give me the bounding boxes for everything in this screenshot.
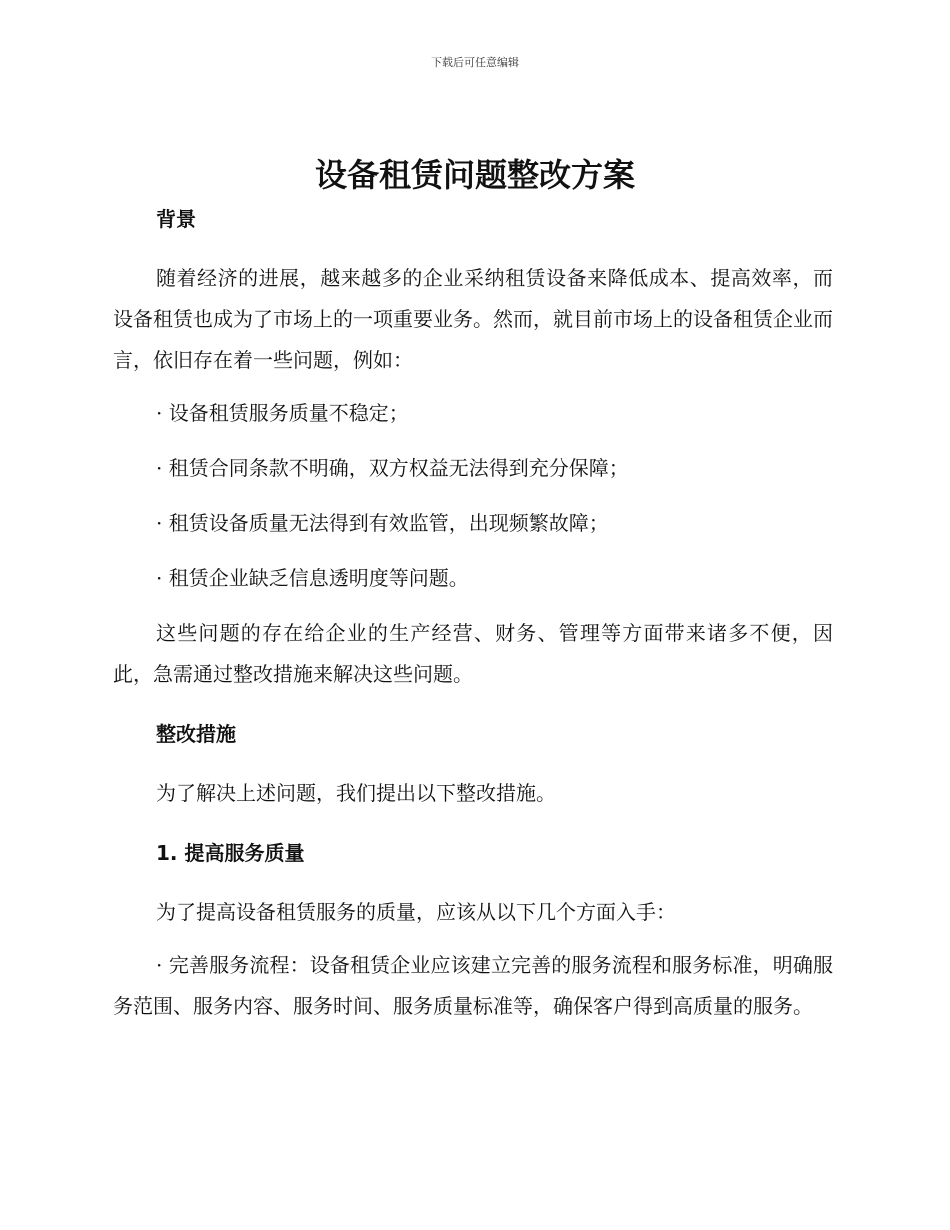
background-conclusion-paragraph: 这些问题的存在给企业的生产经营、财务、管理等方面带来诸多不便，因此，急需通过整改措施来解决这些问题。 <box>113 621 833 686</box>
section-heading-measures: 整改措施 <box>156 722 236 746</box>
section-heading-background: 背景 <box>156 207 196 231</box>
background-intro-paragraph: 随着经济的进展，越来越多的企业采纳租赁设备来降低成本、提高效率，而设备租赁也成为了市场上的一项重要业务。然而，就目前市场上的设备租赁企业而言，依旧存在着一些问题，例如： <box>113 266 833 372</box>
header-note: 下载后可任意编辑 <box>431 56 519 69</box>
document-body <box>113 204 833 1027</box>
background-bullet-4: · 租赁企业缺乏信息透明度等问题。 <box>156 566 469 590</box>
background-bullet-1: · 设备租赁服务质量不稳定； <box>156 401 409 425</box>
background-bullet-2: · 租赁合同条款不明确，双方权益无法得到充分保障； <box>156 456 629 480</box>
document-title: 设备租赁问题整改方案 <box>314 156 635 194</box>
subsection-heading-improve-service: 1. 提高服务质量 <box>156 841 305 865</box>
background-bullet-3: · 租赁设备质量无法得到有效监管，出现频繁故障； <box>156 511 609 535</box>
improve-service-intro-paragraph: 为了提高设备租赁服务的质量，应该从以下几个方面入手： <box>156 900 676 924</box>
measures-intro-paragraph: 为了解决上述问题，我们提出以下整改措施。 <box>156 781 556 805</box>
improve-service-bullet-1: · 完善服务流程：设备租赁企业应该建立完善的服务流程和服务标准，明确服务范围、服务内容、服务时间、服务质量标准等，确保客户得到高质量的服务。 <box>113 953 833 1018</box>
